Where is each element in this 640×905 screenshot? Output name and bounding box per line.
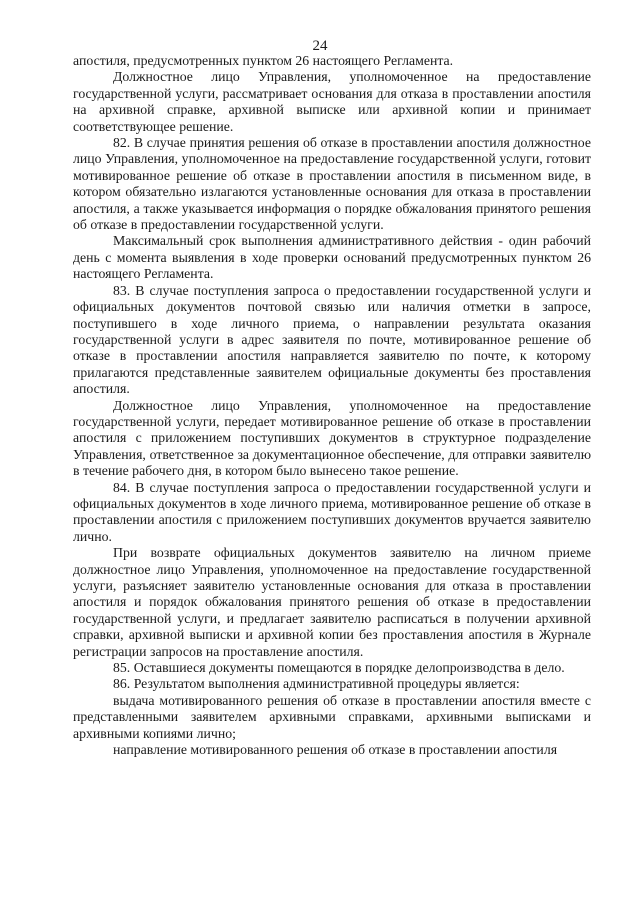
paragraph-official-transfer: Должностное лицо Управления, уполномоченное на предоставление государственной услуги, передает мотивированное решение об отказе в проставлении апостиля с приложением поступивших документов в структурное подразделение Управления, ответственное за документационное обеспечение, для отправки заявителю в течение рабочего дня, в котором было вынесено такое решение. — [73, 397, 591, 479]
paragraph-83: 83. В случае поступления запроса о предоставлении государственной услуги и официальных документов почтовой связью или наличия отметки в запросе, поступившего в ходе личного приема, о направлении результата оказания государственной услуги в адрес заявителя по почте, мотивированное решение об отказе в проставлении апостиля направляется заявителю по почте, к которому прилагаются представленные заявителем официальные документы без проставления апостиля. — [73, 282, 591, 397]
paragraph-result-issue: выдача мотивированного решения об отказе в проставлении апостиля вместе с представленными заявителем архивными справками, архивными выписками и архивными копиями лично; — [73, 692, 591, 741]
document-body — [73, 53, 591, 758]
page-number: 24 — [312, 38, 328, 54]
paragraph-official-review: Должностное лицо Управления, уполномоченное на предоставление государственной услуги, рассматривает основания для отказа в проставлении апостиля на архивной справке, архивной выписке или архивной копии и принимает соответствующее решение. — [73, 69, 591, 134]
paragraph-82: 82. В случае принятия решения об отказе в проставлении апостиля должностное лицо Управления, уполномоченное на предоставление государственной услуги, готовит мотивированное решение об отказе в проставлении апостиля в письменном виде, в котором обязательно излагаются установленные основания для отказа в проставлении апостиля, а также указывается информация о порядке обжалования принятого решения об отказе в предоставлении государственной услуги. — [73, 135, 591, 233]
paragraph-86: 86. Результатом выполнения административной процедуры является: — [113, 676, 520, 692]
paragraph-result-send: направление мотивированного решения об отказе в проставлении апостиля — [113, 742, 558, 758]
paragraph-continuation: апостиля, предусмотренных пунктом 26 настоящего Регламента. — [73, 53, 454, 68]
paragraph-84: 84. В случае поступления запроса о предоставлении государственной услуги и официальных документов в ходе личного приема, мотивированное решение об отказе в проставлении апостиля с приложением поступивших документов вручается заявителю лично. — [73, 479, 591, 544]
paragraph-return-documents: При возврате официальных документов заявителю на личном приеме должностное лицо Управления, уполномоченное на предоставление государственной услуги, разъясняет заявителю установленные основания для отказа в проставлении апостиля и порядок обжалования принятого решения об отказе в предоставлении государственной услуги, и предлагает заявителю расписаться в получении архивной справки, архивной выписки и архивной копии без проставления апостиля в Журнале регистрации запросов на проставление апостиля. — [73, 545, 591, 659]
paragraph-85: 85. Оставшиеся документы помещаются в порядке делопроизводства в дело. — [113, 660, 565, 676]
paragraph-max-term: Максимальный срок выполнения административного действия - один рабочий день с момента выявления в ходе проверки оснований предусмотренных пунктом 26 настоящего Регламента. — [73, 233, 591, 282]
